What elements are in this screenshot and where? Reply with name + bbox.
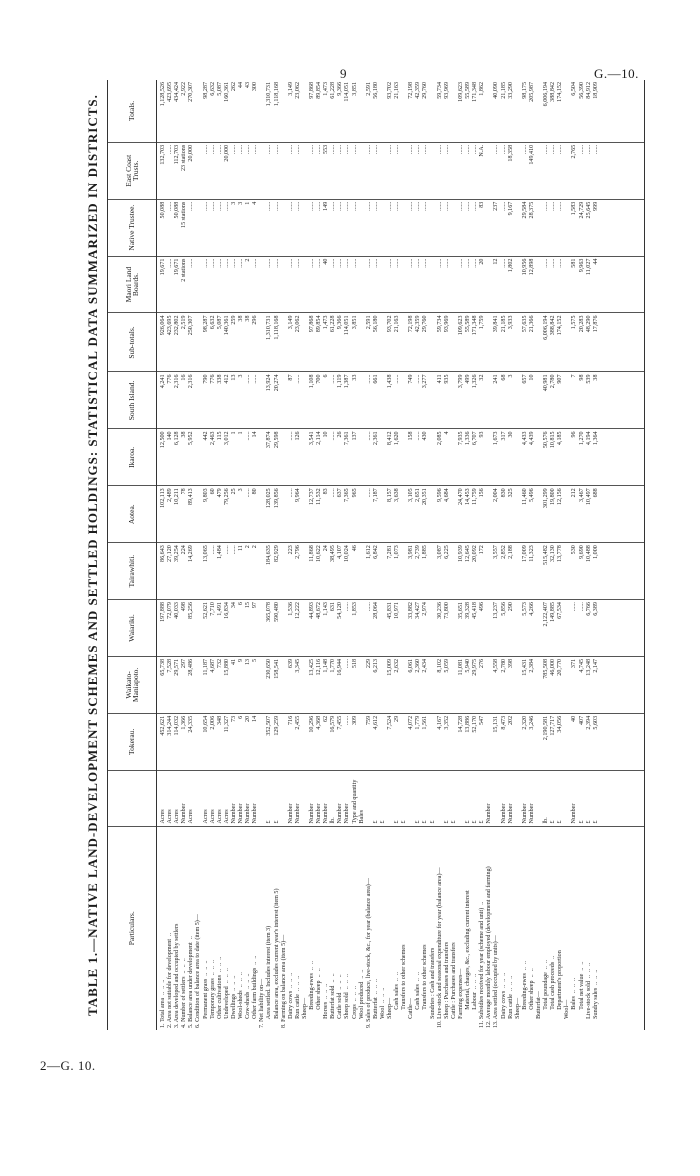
header-particulars: Particulars. (108, 826, 157, 1030)
totals-column: 1,128,526 423,695 434,424 2,922 270,307 98,287 6,632 5,087 160,361 262 44 43 300 1,310,731 1,118,168 3,149 23,062 97,868 89,854 1,473 61,228 9,366 114,051 3,851 2,591 56,180 93,702 21,163 72,198 42,359 29,760 59,734 93,969 109,623 55,589 171,348 1,862 40,090 21,185 33,290 98,175 205,987 6,006,194 388,842 174,152 6,504 56,390 84,912 18,909 (157, 80, 645, 142)
unit-column: Acres Acres Acres Number Acres Acres Acres Acres Acres Number Number Number Number £ £ Number Number Number Number Number lb. Number Number Type and quantity Bales £ £ £ £ £ £ £ £ £ £ £ £ Number Number Number Number Number lb. £ £ Number £ £ £ (157, 770, 645, 826)
header-waiariki: Waiariki. (108, 600, 157, 657)
header-tokerau: Tokerau. (108, 713, 157, 770)
header-waikato-maniapoto: Waikato-Maniapoto. (108, 656, 157, 713)
tokerau-column: 452,621 314,244 114,032 1,366 24,335 10,654 2,006 348 11,327 73 6 20 14 352,507 129,259 716 2,455 10,296 4,368 62 16,579 7,455 ...... 309 759 4,612 7,524 29 4,072 1,779 1,561 4,167 3,352 14,728 13,886 52,170 547 15,131 8,473 202 2,320 3,246 2,190,581 127,717 34,056 40 407 2,394 5,603 (157, 713, 645, 770)
south-island-column: 4,241 776 2,316 16 2,316 790 776 338 412 13 3 ...... ...... 13,924 20,274 87 ...... 1,108 700 6 ...... 1,119 1,387 33 ...... 661 1,438 ...... 749 ...... 3,277 411 935 3,799 499 1,326 32 241 68 3 657 10 40,981 2,780 907 7 98 539 38 (157, 372, 645, 429)
header-native-trustee: Native Trustee. (108, 199, 157, 256)
waiariki-column: 197,888 72,079 40,033 498 85,256 52,621 7,710 1,491 16,834 34 6 15 97 365,078 590,480 1,536 12,222 44,893 48,672 1,143 631 54,120 ...... 1,853 ...... 28,064 45,831 10,971 33,882 34,427 2,974 30,236 73,800 35,651 39,328 45,418 496 13,237 5,856 290 5,573 4,266 2,122,407 149,885 67,534 ...... ...... 6,766 6,389 (157, 600, 645, 657)
ikaroa-column: 12,500 140 6,128 38 5,952 442 2,463 115 3,012 1 1 ...... 14 37,874 29,598 ...... 126 3,541 2,114 10 ...... 26 7,361 137 ...... 2,361 8,412 1,620 158 ...... 430 2,085 4 7,935 1,336 6,707 93 1,673 317 30 4,433 4,439 50,576 10,815 4,185 96 1,270 4,194 1,364 (157, 429, 645, 486)
footer-reference: 2—G. 10. (40, 1058, 96, 1073)
header-south-island: South Island. (108, 372, 157, 429)
header-aotea: Aotea. (108, 486, 157, 543)
header-row (108, 80, 157, 1030)
aotea-column: 102,113 2,489 10,211 78 89,413 9,803 60 479 79,256 25 3 ...... 80 128,025 139,856 ...... 9,964 12,737 11,532 83 ...... 637 7,365 965 ...... 7,187 8,157 3,638 3,105 2,651 20,351 9,596 4,684 24,470 14,453 11,759 156 2,004 830 325 11,460 5,496 301,299 19,800 12,156 212 3,467 10,497 688 (157, 486, 645, 543)
native-trustee-column: 50,088 ...... 50,088 15 stations ...... ...... ...... ...... ...... 3 3 1 4 ...... ...... ...... ...... ...... ...... 149 ...... ...... ...... ...... ...... ...... ...... ...... ...... ...... ...... ...... ...... ...... ...... ...... 83 237 ...... 9,167 29,584 28,375 ...... ...... ...... 1,583 24,729 25,645 999 (157, 199, 645, 256)
east-coast-trusts-column: 132,703 ...... 112,703 23 stations 20,000 ...... ...... ...... 20,000 ...... ...... ...... ...... ...... ...... ...... ...... ...... ...... 553 ...... ...... ...... ...... ...... ...... ...... ...... ...... ...... ...... ...... ...... ...... ...... ...... N.A. ...... ...... 18,358 ...... 149,410 ...... ...... ...... 2,765 ...... ...... ...... (157, 142, 645, 199)
waikato-maniapoto-column: 65,738 7,528 29,571 297 28,486 11,187 4,687 732 15,880 41 9 13 5 230,650 158,541 639 3,345 13,425 12,116 1,148 1,770 16,944 ...... 518 229 6,213 15,009 2,632 6,061 2,360 2,434 8,102 5,059 11,081 5,940 29,975 276 4,558 2,780 398 15,431 2,384 785,508 46,000 20,770 371 4,745 13,248 2,147 (157, 656, 645, 713)
header-east-coast-trusts: East Coast Trusts. (108, 142, 157, 199)
header-totals: Totals. (108, 80, 157, 142)
table-row (157, 80, 645, 1030)
header-ikaroa: Ikaroa. (108, 429, 157, 486)
sub-totals-column: 926,064 423,695 232,802 2,519 250,307 98,287 6,632 5,087 140,361 259 38 38 296 1,310,731 1,118,168 3,149 23,062 97,868 89,854 1,473 61,228 9,366 114,051 3,851 2,591 56,180 93,702 21,163 72,198 42,359 29,760 59,734 93,969 109,623 55,589 171,348 1,759 39,841 21,185 3,933 57,635 21,366 6,006,194 388,842 174,152 1,575 20,283 48,290 17,876 (157, 313, 645, 372)
header-sub-totals: Sub-totals. (108, 313, 157, 372)
header-maori-land-boards: Maori Land Boards. (108, 256, 157, 313)
header-tairawhiti: Tairawhiti. (108, 543, 157, 600)
table-title: TABLE 1.—NATIVE LAND-DEVELOPMENT SCHEMES AND SETTLED HOLDINGS: STATISTICAL DATA SUMMARIZED IN DISTRICTS. (85, 94, 100, 1016)
header-unit (108, 770, 157, 826)
page-number: 9 (340, 66, 347, 81)
document-reference: G.—10. (594, 66, 639, 81)
maori-land-boards-column: 19,671 ...... 19,671 2 stations ...... ...... ...... ...... ...... ...... ...... 2 ...... ...... ...... ...... ...... ...... ...... 40 ...... ...... ...... ...... ...... ...... ...... ...... ...... ...... ...... ...... ...... ...... ...... ...... 20 12 ...... 1,802 10,956 12,898 ...... ...... ...... 581 9,963 11,027 44 (157, 256, 645, 313)
tairawhiti-column: 86,643 27,120 39,254 224 14,269 13,065 ...... 1,484 ...... ...... 11 2 2 184,635 82,929 223 2,796 11,868 10,622 24 38,495 4,107 10,024 46 1,612 6,842 7,281 1,073 3,981 2,739 1,885 3,087 6,225 10,939 12,645 20,092 172 3,557 2,852 2,188 17,009 11,323 515,482 32,130 13,778 530 9,690 10,488 1,000 (157, 543, 645, 600)
rotated-table-frame (85, 80, 645, 1030)
statistics-table (108, 80, 644, 1030)
particulars-column: 1. Total area .. .. .. 2. Area not suitable for development .. 3. Area developed and occupied by settlers 4. Number of settlers .. .. .. 5. Balance area under development .. 6. Condition of balance area to date (item 5)— Permanent grass .. .. .. Temporary grass .. .. .. Other cultivations .. .. .. Undeveloped .. .. .. Dwellings .. .. .. Wool-sheds .. .. .. Cow-sheds .. .. .. Other farm buildings .. .. 7. Net liability on— Area settled. Includes interest (item 3) Balance area, excludes current year's interest (item 5) 8. Farming on balance area (item 5)— Dairy cows .. .. .. Run cattle .. .. .. Sheep— Breeding-ewes .. .. Other sheep .. .. Horses .. .. .. Butterfat sold .. .. Cattle sold .. .. .. Sheep sold .. .. .. Crops .. .. .. Wool produced .. .. 9. Sales of produce, live-stock, &c., for year (balance area)— Butterfat .. .. .. Wool .. .. .. Sheep— Cash sales .. .. Transfers to other schemes Cattle— Cash sales .. .. Transfers to other schemes Sundries : Cash and transfers 10. Live-stock and seasonal expenditure for year (balance area)— Sheep : Purchases and transfers Cattle : Purchases and transfers Farming expenses— Material, charges, &c., excluding current interest Labour .. .. .. 11. Subsidies received for year (scheme and unit) .. 12. Average monthly labour employed (development and farming) 13. Area settled (occupied by units)— Dairy cows .. .. .. Run cattle .. .. .. Sheep— Breeding-ewes .. .. Other sheep .. .. Butterfat— Total poundage .. .. Total cash proceeds .. Department's proportion Wool— Bales .. .. .. Total net value .. .. Live-stock sold .. .. .. Sundry sales .. .. .. (160, 866, 599, 1028)
statistics-table-container (107, 80, 645, 1030)
